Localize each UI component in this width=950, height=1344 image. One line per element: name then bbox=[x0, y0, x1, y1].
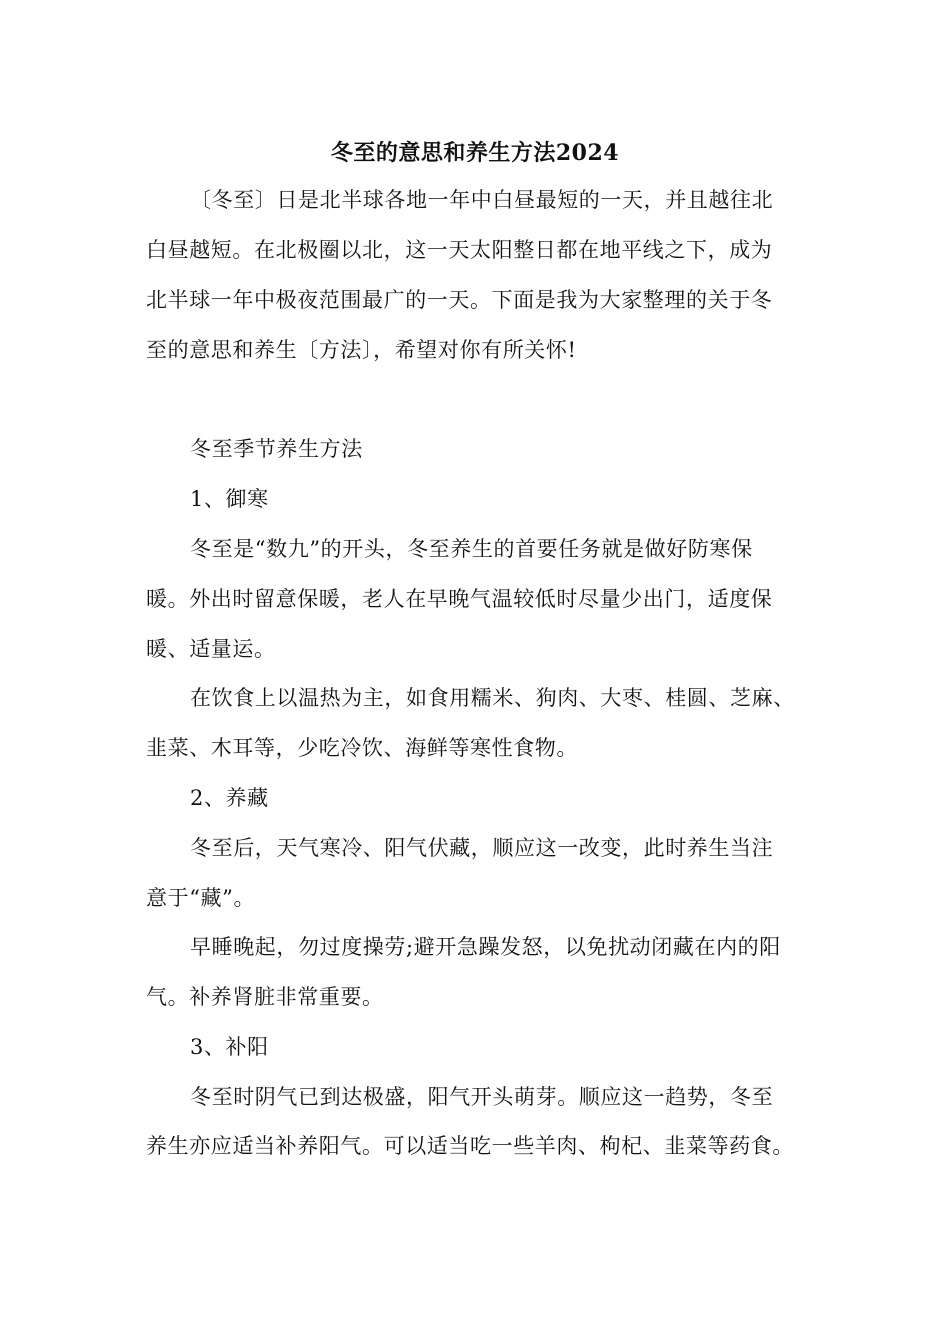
paragraph-line: 意于“藏”。 bbox=[146, 886, 256, 910]
paragraph-line: 韭菜、木耳等，少吃冷饮、海鲜等寒性食物。 bbox=[146, 736, 578, 760]
document-title: 冬至的意思和养生方法2024 bbox=[330, 140, 620, 166]
paragraph-line: 暖、适量运。 bbox=[146, 637, 276, 661]
intro-line-1: 〔冬至〕日是北半球各地一年中白昼最短的一天，并且越往北 bbox=[190, 188, 774, 212]
paragraph-line: 养生亦应适当补养阳气。可以适当吃一些羊肉、枸杞、韭菜等药食。 bbox=[146, 1134, 794, 1158]
paragraph-line: 早睡晚起，勿过度操劳;避开急躁发怒，以免扰动闭藏在内的阳 bbox=[190, 935, 781, 959]
paragraph-line: 冬至时阴气已到达极盛，阳气开头萌芽。顺应这一趋势，冬至 bbox=[190, 1085, 774, 1109]
section-heading: 冬至季节养生方法 bbox=[190, 437, 363, 461]
paragraph-line: 冬至后，天气寒冷、阳气伏藏，顺应这一改变，此时养生当注 bbox=[190, 836, 774, 860]
paragraph-line: 冬至是“数九”的开头，冬至养生的首要任务就是做好防寒保 bbox=[190, 537, 753, 561]
item-heading-1: 1、御寒 bbox=[190, 487, 269, 511]
item-heading-3: 3、补阳 bbox=[190, 1035, 269, 1059]
paragraph-line: 暖。外出时留意保暖，老人在早晚气温较低时尽量少出门，适度保 bbox=[146, 587, 773, 611]
intro-line-3: 北半球一年中极夜范围最广的一天。下面是我为大家整理的关于冬 bbox=[146, 288, 773, 312]
paragraph-line: 气。补养肾脏非常重要。 bbox=[146, 985, 384, 1009]
paragraph-line: 在饮食上以温热为主，如食用糯米、狗肉、大枣、桂圆、芝麻、 bbox=[190, 686, 795, 710]
intro-line-4: 至的意思和养生〔方法〕，希望对你有所关怀! bbox=[146, 338, 577, 362]
item-heading-2: 2、养藏 bbox=[190, 786, 269, 810]
intro-line-2: 白昼越短。在北极圈以北，这一天太阳整日都在地平线之下，成为 bbox=[146, 238, 773, 262]
